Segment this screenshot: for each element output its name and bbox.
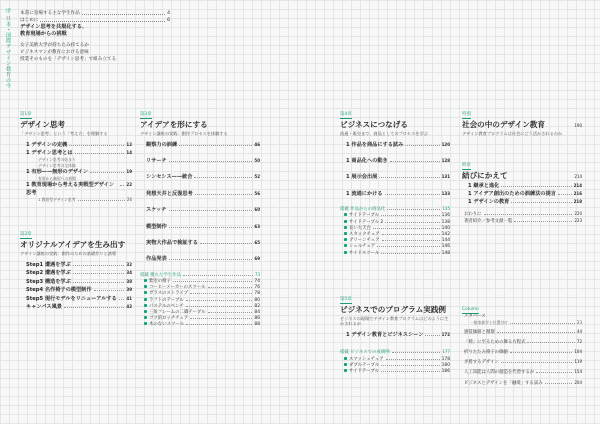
chapter-page: 214 [574,173,582,179]
column-entry[interactable]: 一般家族学と位置付け 23 [470,320,582,326]
column-tag: Column [462,307,479,313]
toc-entry[interactable]: Step4 名作椅子の模型制作 39 [26,287,132,294]
intro-label: はじめに [20,18,39,23]
chapter-subtitle: デザイン講座の実践：創作のための基礎作りと誘導 [20,251,117,257]
toc-entry[interactable]: Step5 現行モデルをリニューアルする 41 [26,295,132,302]
gallery-heading[interactable]: 掲載 作品からの商品化 135 [340,206,450,213]
chapter-subtitle: 「デザイン思考」という「考え方」を理解する [20,131,108,136]
toc-entry[interactable]: 1 有形——無形のデザイン 19 [26,168,132,175]
toc-entry[interactable]: 観察力の訓練 46 [146,141,260,148]
toc-entry[interactable]: 1 デザイン教育とビジネスシーン 172 [346,332,450,339]
toc-entry[interactable]: 模型制作 63 [146,223,260,230]
toc-entry[interactable]: Step1 遭遇を学ぶ 32 [26,262,132,269]
gallery-heading[interactable]: 掲載 優れた学生作品 73 [140,271,260,278]
toc-entry[interactable]: 1 デザインの教育 218 [468,199,582,206]
chapter-title: 結びにかえて [462,170,508,180]
gallery-item[interactable]: サイドテーブル 186 [340,369,450,375]
gallery-item[interactable]: サイドテーブル 2 138 [340,220,450,226]
toc-subentry[interactable]: デザイン思考の始まり [38,157,76,163]
gallery-item[interactable]: スマッシュチェア 178 [340,357,450,363]
intro-row[interactable] [20,56,170,63]
chapter-tag: 特別 [462,112,471,117]
intro-row[interactable] [20,17,170,24]
chapter-tag: 終章 [462,162,471,168]
toc-entry[interactable]: 発想天井と反復思考 56 [146,190,260,197]
chapter-tag: 第3章 [140,112,152,117]
toc-subentry[interactable]: 1 教育型デザイン思考 26 [38,197,132,203]
toc-entry[interactable]: 作品発表 69 [146,256,260,263]
column-entry[interactable]: 矛盾するデザイン 119 [464,359,582,366]
toc-entry[interactable]: 1 継承と進化 214 [468,182,582,189]
chapter-title: ビジネスでのプログラム実践例 [340,304,447,314]
toc-entry[interactable]: シンセシス——統合 52 [146,174,260,181]
toc-entry[interactable]: 1 作品を商品にする試み 120 [346,141,450,148]
toc-entry[interactable]: 1 教育現場から考える実戦型デザイン思考 22 [26,182,132,196]
gallery-item[interactable]: ラフトのテーブル 80 [140,298,260,304]
intro-label: 本書に登場する主な学生作品 [20,11,80,16]
gallery-item[interactable]: スタックチェア 142 [340,232,450,238]
toc-entry[interactable]: 著者紹介／参考文献一覧 223 [464,218,582,225]
chapter-4-column [340,100,450,375]
chapter-title: ビジネスにつなげる [340,120,408,129]
chapter-title: オリジナルアイデアを生み出す [20,240,126,250]
intro-heading: デザイン思考を共規化する、 [20,24,88,30]
gallery-item[interactable]: コーヒーメーカーのスツール 76 [140,285,260,291]
intro-heading: 教育現場からの挑戦 [20,31,67,38]
vertical-section-tag: 序 日本・国際デザイン教育の今 [5,8,11,89]
gallery-item[interactable]: パステルのベンチ 82 [140,304,260,310]
gallery-item[interactable]: ダブルテーブル 180 [340,363,450,369]
column-entry[interactable]: 人工知能は人間の創造を代替するか 154 [464,369,582,376]
toc-entry[interactable]: 1 アイデア創出のための訓練法の提言 216 [468,191,582,197]
chapter-subtitle: デザイン講座の実践：創作プロセスを体験する [140,131,228,136]
gallery-item[interactable]: ガラスのストライプ 78 [140,291,260,297]
gallery-heading[interactable]: 掲載 ビジネスでの成績例 177 [340,349,450,356]
chapter-title: 社会の中のデザイン教育 [462,120,545,129]
gallery-item[interactable]: 三角フレームの二脚テーブル 84 [140,310,260,316]
chapter-subtitle: デザイン教育プログラムは社会にどう活かされるのか [462,131,563,136]
chapter-tag: 第2章 [20,232,32,238]
chapter-1-column [20,100,132,311]
toc-subentry[interactable]: 有形から無形への展開 [38,176,76,182]
column-entry[interactable]: 感覚価値と循環 44 [464,328,582,335]
special-column [462,100,582,387]
chapter-tag: 第1章 [20,112,32,117]
toc-entry[interactable]: Step2 遭遇を学ぶ 34 [26,270,132,277]
gallery-item[interactable]: グリーンチェア 144 [340,238,450,244]
column-entry[interactable]: メタバース [464,314,486,320]
toc-entry[interactable]: Step3 構造を学ぶ 38 [26,278,132,285]
toc-entry[interactable]: スケッチ 60 [146,207,260,214]
chapter-page: 190 [574,123,582,128]
chapter-title: デザイン思考 [20,120,66,129]
toc-entry[interactable]: 実物大作品で検証する 65 [146,240,260,247]
intro-label: ビジネスマンが教育における意味 [20,49,89,55]
toc-entry[interactable]: 1 デザイン思考とは 14 [26,150,132,156]
intro-label: 授業そのものを「デザイン思考」で組み立てる [20,56,117,62]
chapter-title: アイデアを形にする [140,120,208,129]
column-entry[interactable]: 「椅」に至るための舞る方程式 72 [464,338,582,345]
gallery-item[interactable]: 長い大天台 140 [340,226,450,232]
column-entry[interactable]: 折りたたみ椅子の価値 104 [464,349,582,356]
intro-page: 4 [167,11,170,16]
toc-entry[interactable]: 1 商品化への動き 128 [346,158,450,164]
chapter-tag: 第4章 [340,112,352,117]
gallery-item[interactable]: サイドスツール 148 [340,251,450,257]
intro-row[interactable] [20,42,170,49]
toc-entry[interactable]: 1 展示会出展 131 [346,174,450,181]
column-entry[interactable]: ビジネスとデザインを「融境」する試み 204 [464,379,582,386]
intro-row[interactable] [20,10,170,17]
toc-entry[interactable]: 1 流通にかける 133 [346,190,450,197]
gallery-item[interactable]: 木のないスツール 88 [140,322,260,328]
gallery-item[interactable]: シェルチェア 146 [340,244,450,250]
chapter-3-column [140,100,260,329]
chapter-subtitle: 流通・販売まで、商品としてのプロセスを学ぶ [340,131,428,136]
chapter-subtitle: ビジネスの現場でデザイン教育プログラムはどのように生かされるか [340,315,449,327]
gallery-item[interactable]: サイドテーブル 136 [340,213,450,219]
toc-entry[interactable]: おわりに 220 [464,210,582,217]
toc-entry[interactable]: 1 デザインの定義 12 [26,141,132,148]
intro-page: 6 [167,18,170,23]
toc-entry[interactable]: キャンパス風景 42 [26,304,132,311]
gallery-item[interactable]: 紫室の椅子 74 [140,279,260,285]
intro-row[interactable] [20,49,170,56]
intro-section [20,10,170,63]
intro-label: 女子美術大学が持ちたみ持てるか [20,42,89,48]
toc-subentry[interactable]: デザイン思考の全体像 [38,162,76,168]
gallery-item[interactable]: ゴツ的ロッチチェア 86 [140,316,260,322]
toc-entry[interactable]: リサーチ 50 [146,158,260,164]
chapter-tag: 第5章 [340,296,352,302]
